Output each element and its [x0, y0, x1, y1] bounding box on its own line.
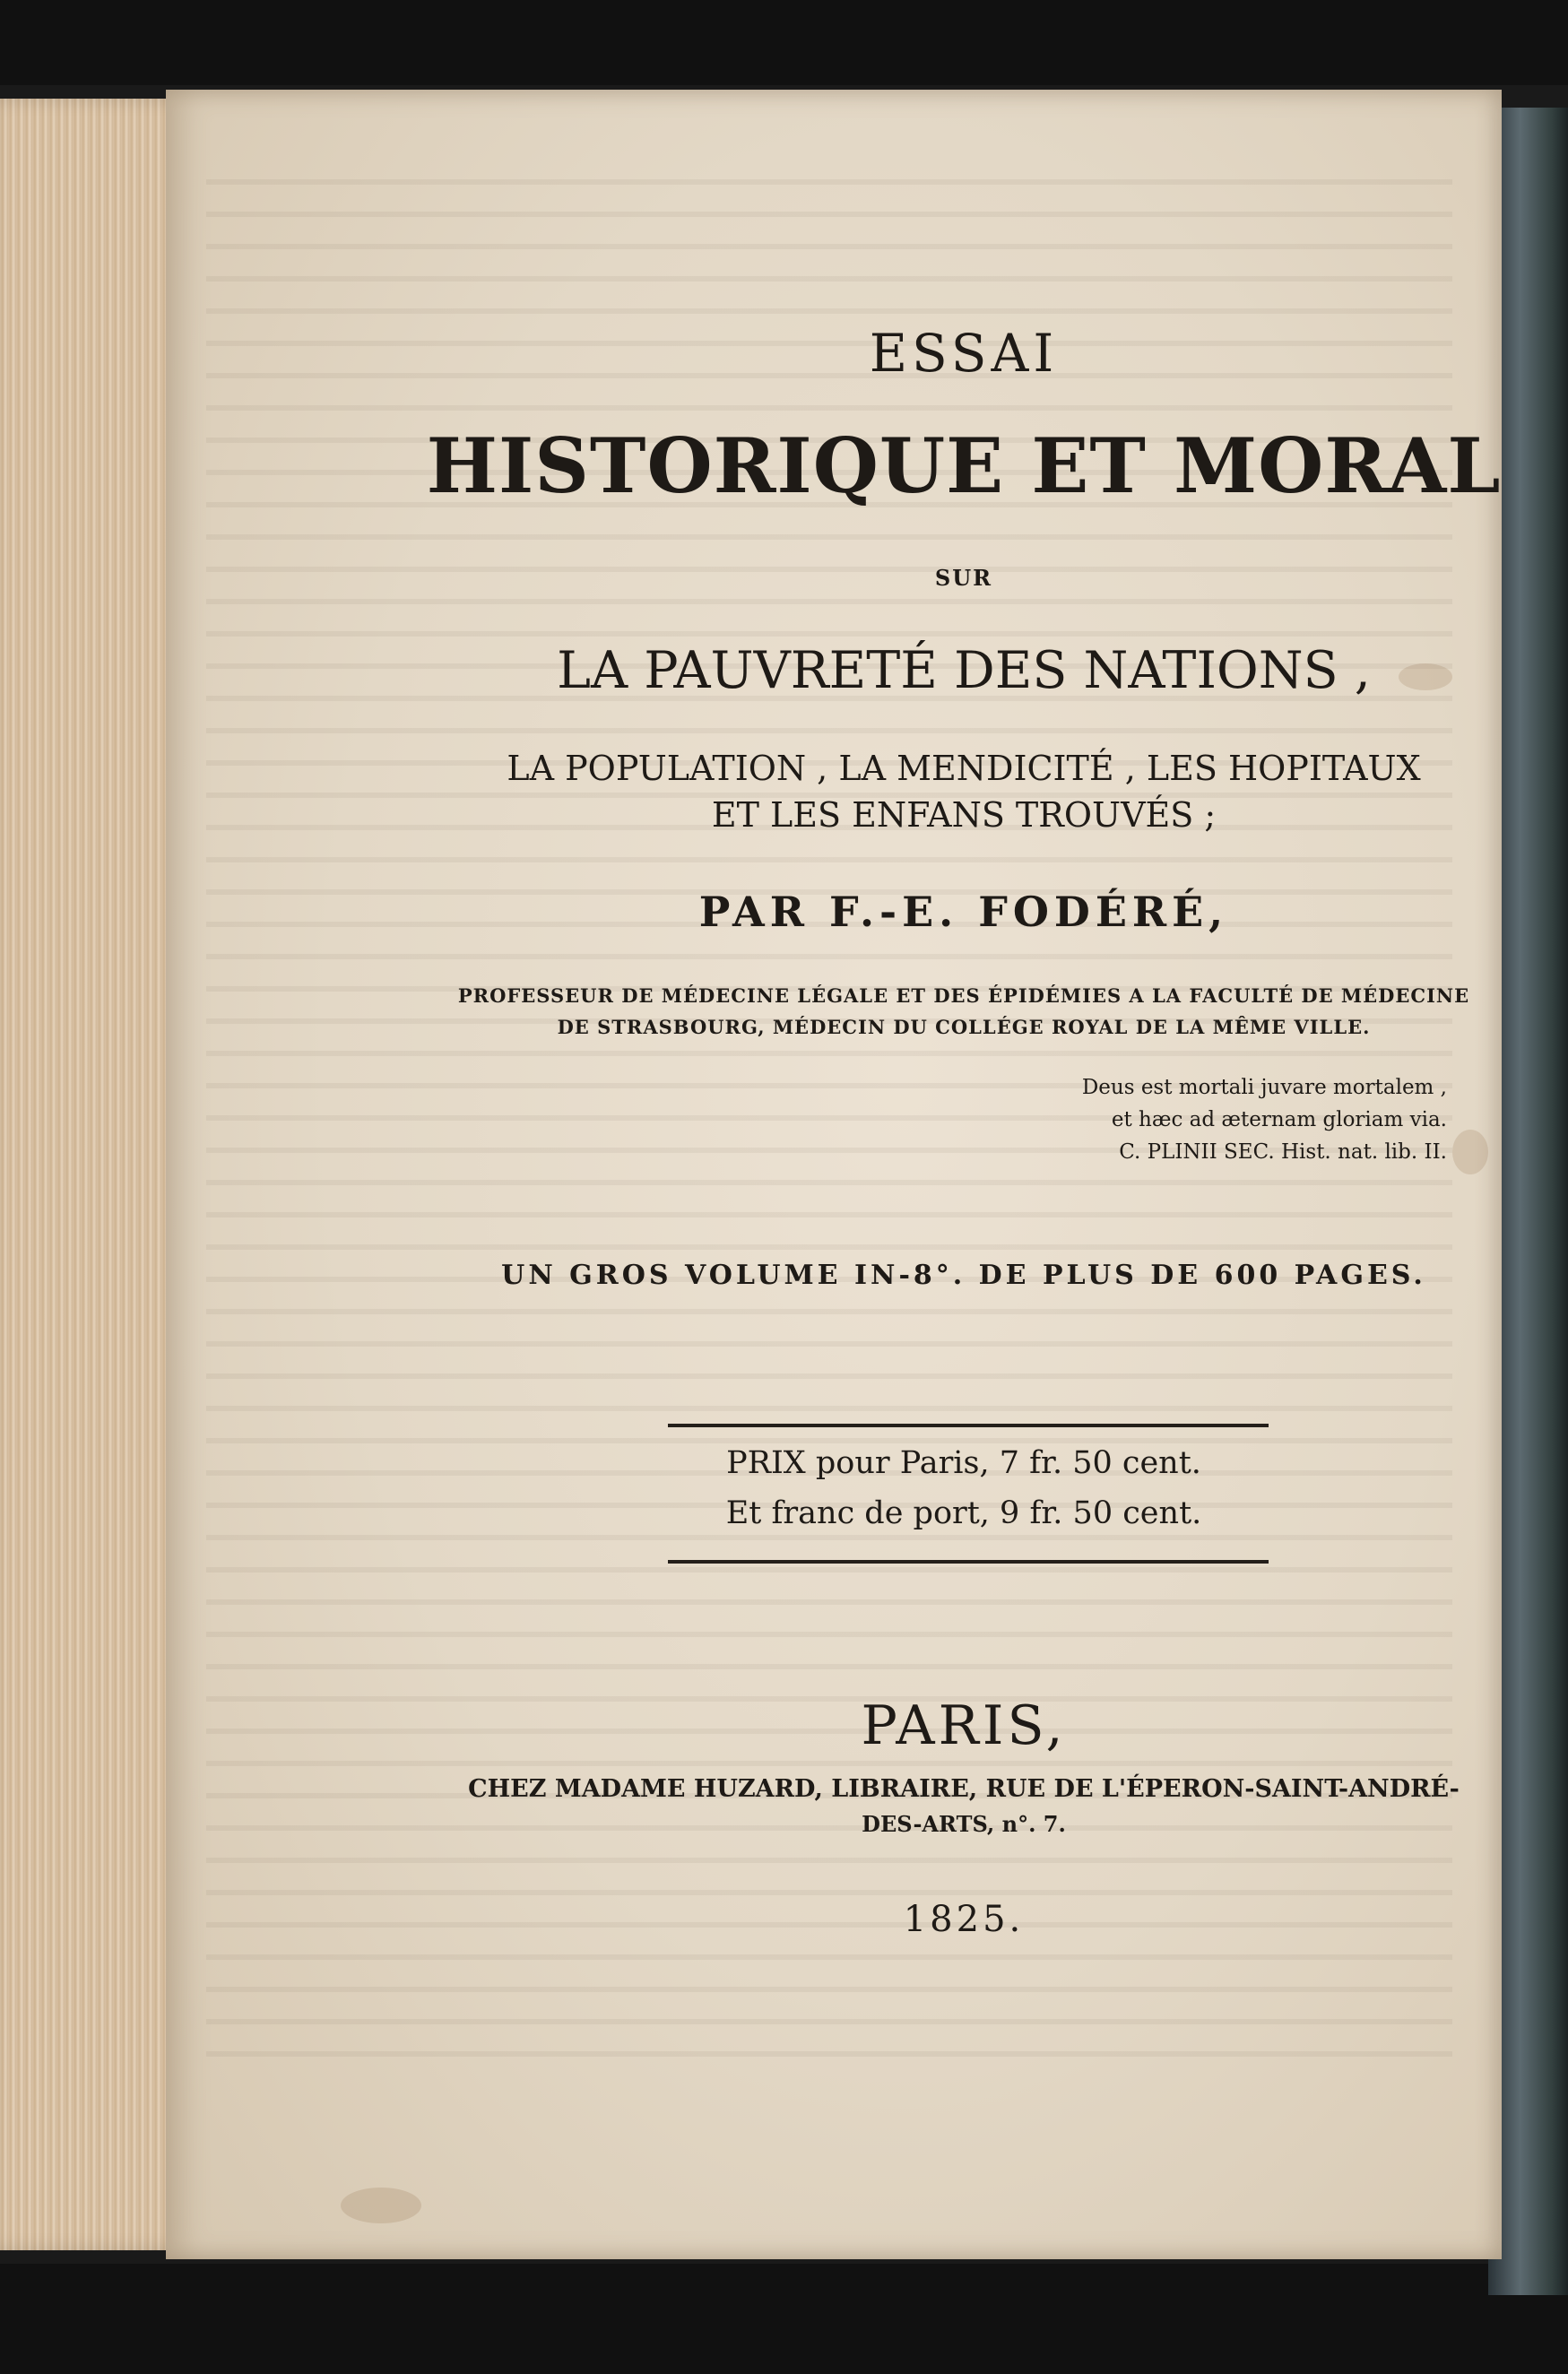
volume-description: UN GROS VOLUME IN-8°. DE PLUS DE 600 PAGES.	[501, 1260, 1426, 1291]
subtitle-line-2: LA POPULATION , LA MENDICITÉ , LES HOPITAUX	[507, 749, 1421, 788]
heading-essai: ESSAI	[869, 323, 1059, 384]
price-paris: PRIX pour Paris, 7 fr. 50 cent.	[726, 1445, 1201, 1481]
author-credentials-line-2: DE STRASBOURG, MÉDECIN DU COLLÉGE ROYAL DE LA MÊME VILLE.	[557, 1016, 1371, 1038]
main-title: HISTORIQUE ET MORAL	[426, 421, 1502, 510]
subtitle-line-3: ET LES ENFANS TROUVÉS ;	[711, 795, 1217, 835]
subtitle-line-1: LA PAUVRETÉ DES NATIONS ,	[557, 641, 1371, 700]
author-line: PAR F.-E. FODÉRÉ,	[698, 888, 1229, 936]
publisher-line-2: DES-ARTS, n°. 7.	[862, 1811, 1066, 1837]
imprint-city: PARIS,	[861, 1694, 1067, 1757]
price-shipped: Et franc de port, 9 fr. 50 cent.	[725, 1495, 1202, 1531]
epigraph-line-2: et hæc ad æternam gloriam via.	[1111, 1108, 1447, 1131]
publisher-line-1: CHEZ MADAME HUZARD, LIBRAIRE, RUE DE L'ÉPERON-SAINT-ANDRÉ-	[468, 1775, 1460, 1803]
price-rule-top	[668, 1424, 1269, 1427]
epigraph-line-1: Deus est mortali juvare mortalem ,	[1081, 1076, 1447, 1099]
foxing-spot	[341, 2188, 421, 2223]
word-sur: SUR	[934, 565, 993, 591]
foxing-spot	[1452, 1130, 1488, 1174]
author-credentials-line-1: PROFESSEUR DE MÉDECINE LÉGALE ET DES ÉPIDÉMIES A LA FACULTÉ DE MÉDECINE	[457, 984, 1470, 1007]
imprint-year: 1825.	[903, 1899, 1025, 1940]
epigraph-citation: C. PLINII SEC. Hist. nat. lib. II.	[1119, 1140, 1447, 1164]
price-rule-bottom	[668, 1560, 1269, 1564]
